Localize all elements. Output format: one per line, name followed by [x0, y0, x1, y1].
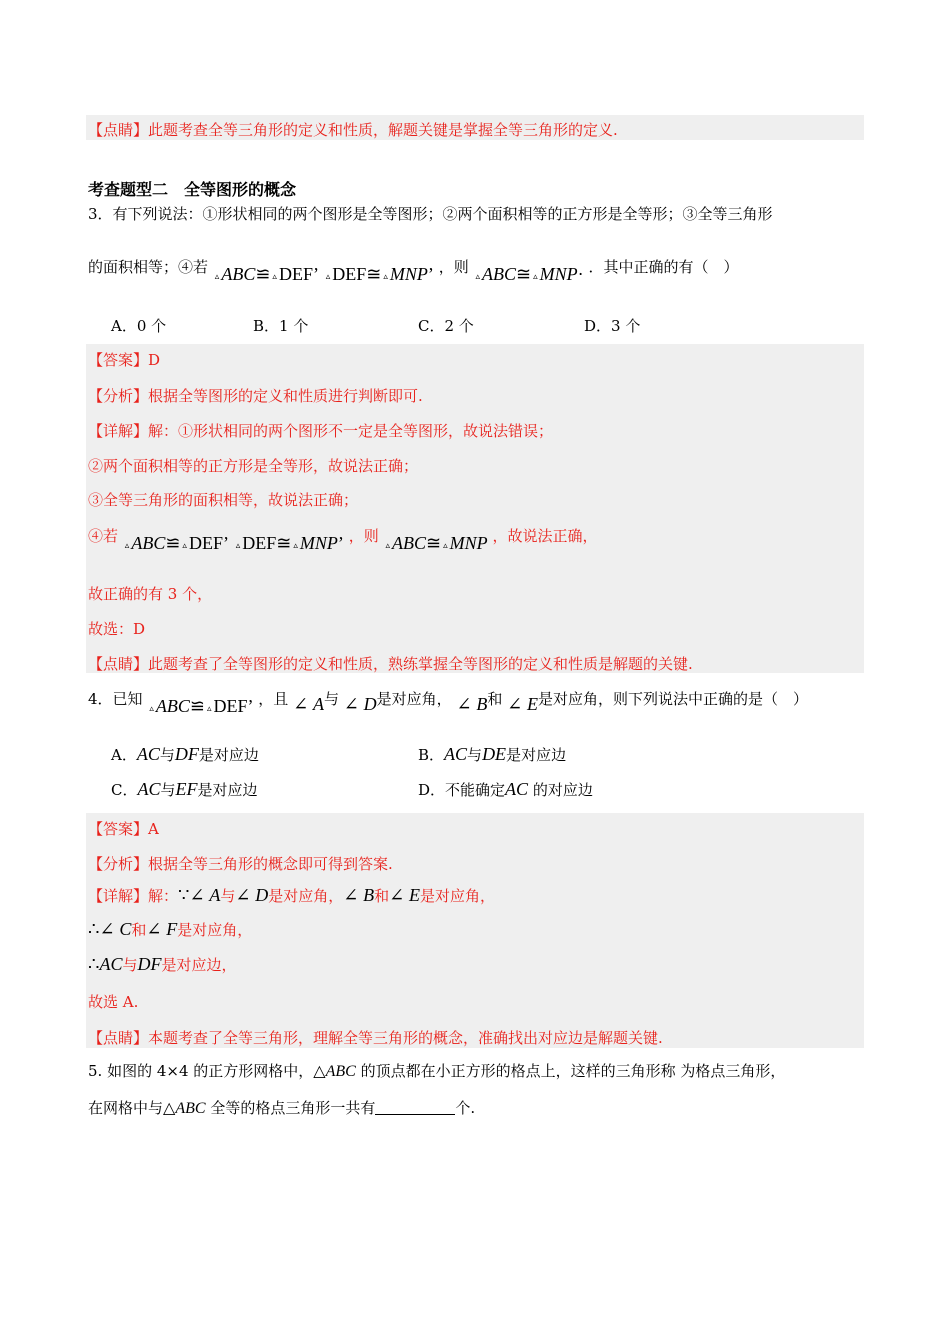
- q3-comment: 【点睛】此题考查了全等图形的定义和性质，熟练掌握全等图形的定义和性质是解题的关键.: [88, 655, 693, 673]
- q4-analysis: 【分析】根据全等三角形的概念即可得到答案.: [88, 855, 393, 873]
- q4-option-c: C．AC与EF是对应边: [111, 779, 258, 799]
- q4-comment: 【点睛】本题考查了全等三角形，理解全等三角形的概念，准确找出对应边是解题关键.: [88, 1029, 663, 1047]
- q3-detail-1: 【详解】解：①形状相同的两个图形不一定是全等图形，故说法错误；: [88, 422, 554, 440]
- q5-line1: 5. 如图的 4×4 的正方形网格中，△ABC 的顶点都在小正方形的格点上，这样的三角形称 为格点三角形，: [88, 1062, 786, 1080]
- q3-stem-line1: 3．有下列说法：①形状相同的两个图形是全等图形；②两个面积相等的正方形是全等形；③全等三角形: [88, 205, 773, 223]
- q3-detail-6: 故选：D: [88, 620, 146, 638]
- q4-stem: 4．已知 ▵ ABC≌ ▵ DEF’ ，且 ∠ A与 ∠ D是对应角， ∠ B和 ∠ E是对应角，则下列说法中正确的是（ ）: [88, 690, 808, 716]
- comment-label: 【点睛】: [88, 121, 149, 139]
- q4-detail-3: ∴AC与DF是对应边，: [88, 954, 237, 974]
- q3-detail-4: ④若 ▵ ABC≌ ▵ DEF’ ▵ DEF≅ ▵ MNP’ ，则 ▵ ABC≅ ▵ MNP ，故说法正确，: [88, 527, 598, 553]
- q4-option-a: A．AC与DF是对应边: [111, 744, 259, 764]
- q3-option-b: B．1 个: [253, 317, 309, 335]
- q3-detail-3: ③全等三角形的面积相等，故说法正确；: [88, 491, 359, 509]
- q4-answer: 【答案】A: [88, 820, 159, 838]
- q4-detail-1: 【详解】解：∵∠ A与∠ D是对应角，∠ B和∠ E是对应角，: [88, 885, 496, 905]
- q3-analysis: 【分析】根据全等图形的定义和性质进行判断即可.: [88, 387, 423, 405]
- q4-detail-2: ∴∠ C和∠ F是对应角，: [88, 919, 253, 939]
- q3-answer: 【答案】D: [88, 351, 161, 369]
- q2-comment: 【点睛】此题考查全等三角形的定义和性质，解题关键是掌握全等三角形的定义.: [88, 121, 618, 139]
- q3-option-d: D．3 个: [584, 317, 641, 335]
- q3-option-a: A．0 个: [111, 317, 167, 335]
- q4-option-b: B．AC与DE是对应边: [418, 744, 567, 764]
- section-title: 考查题型二 全等图形的概念: [88, 180, 297, 199]
- q5-line2: 在网格中与△ABC 全等的格点三角形一共有 个.: [88, 1099, 476, 1117]
- q3-detail-2: ②两个面积相等的正方形是全等形，故说法正确；: [88, 457, 419, 475]
- q4-detail-4: 故选 A.: [88, 993, 139, 1011]
- answer-blank[interactable]: [375, 1100, 455, 1115]
- q3-detail-5: 故正确的有 3 个，: [88, 585, 213, 603]
- q3-option-c: C．2 个: [418, 317, 474, 335]
- q3-stem-line2: 的面积相等；④若 ▵ ABC≌ ▵ DEF’ ▵ DEF≅ ▵ MNP’ ，则 ▵ ABC≅ ▵ MNP· ．其中正确的有（ ）: [88, 258, 739, 284]
- q4-option-d: D．不能确定AC 的对应边: [418, 779, 593, 799]
